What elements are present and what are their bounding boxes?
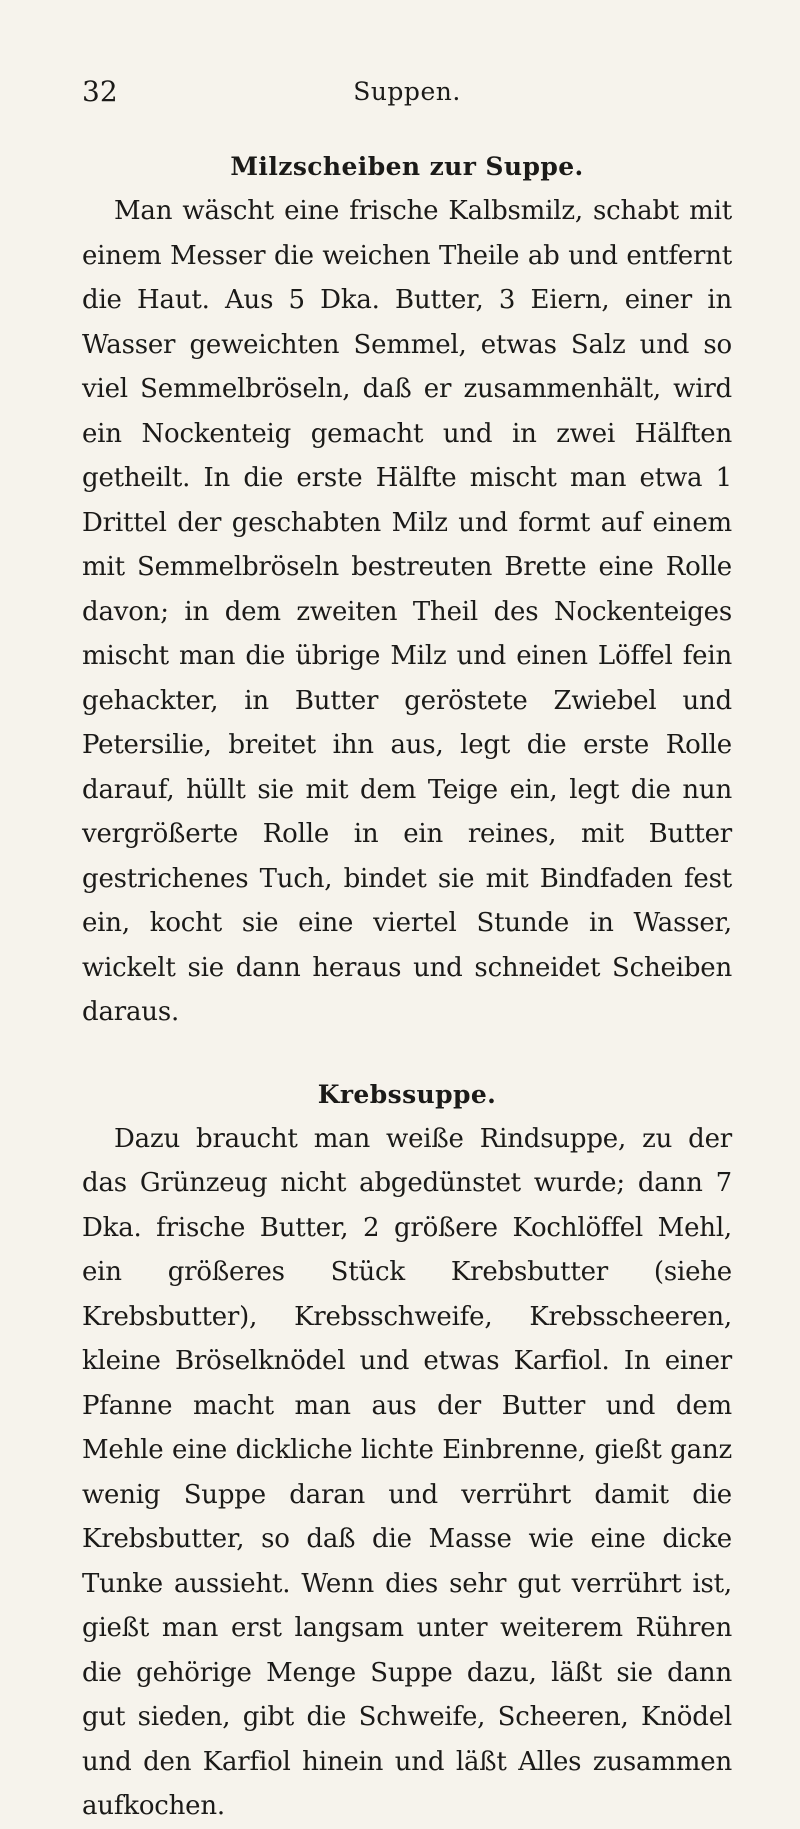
page-body [82, 145, 732, 1829]
section-gap [82, 1035, 732, 1073]
page-header [82, 74, 732, 114]
recipe-text-milzscheiben: Man wäscht eine frische Kalbsmilz, schabt mit einem Messer die weichen Theile ab und entfernt die Haut. Aus 5 Dka. Butter, 3 Eiern, einer in Wasser geweichten Semmel, etwas Salz und so viel Semmelbröseln, daß er zusammenhält, wird ein Nockenteig gemacht und in zwei Hälften getheilt. In die erste Hälfte mischt man etwa 1 Drittel der geschabten Milz und formt auf einem mit Semmelbröseln bestreuten Brette eine Rolle davon; in dem zweiten Theil des Nockenteiges mischt man die übrige Milz und einen Löffel fein gehackter, in Butter geröstete Zwiebel und Petersilie, breitet ihn aus, legt die erste Rolle darauf, hüllt sie mit dem Teige ein, legt die nun vergrößerte Rolle in ein reines, mit Butter gestrichenes Tuch, bindet sie mit Bindfaden fest ein, kocht sie eine viertel Stunde in Wasser, wickelt sie dann heraus und schneidet Scheiben daraus. [82, 196, 732, 1027]
recipe-text-krebssuppe: Dazu braucht man weiße Rindsuppe, zu der das Grünzeug nicht abgedünstet wurde; dann 7 Dka. frische Butter, 2 größere Kochlöffel Mehl, ein größeres Stück Krebsbutter (siehe Krebsbutter), Krebsschweife, Krebsscheeren, kleine Bröselknödel und etwas Karfiol. In einer Pfanne macht man aus der Butter und dem Mehle eine dickliche lichte Einbrenne, gießt ganz wenig Suppe daran und verrührt damit die Krebsbutter, so daß die Masse wie eine dicke Tunke aussieht. Wenn dies sehr gut verrührt ist, gießt man erst langsam unter weiterem Rühren die gehörige Menge Suppe dazu, läßt sie dann gut sieden, gibt die Schweife, Scheeren, Knödel und den Karfiol hinein und läßt Alles zusammen aufkochen. [82, 1123, 732, 1821]
page-number: 32 [82, 75, 118, 108]
recipe-title-krebssuppe: Krebssuppe. [317, 1079, 497, 1109]
running-title: Suppen. [353, 77, 461, 106]
recipe-title-milzscheiben: Milzscheiben zur Suppe. [230, 152, 584, 181]
